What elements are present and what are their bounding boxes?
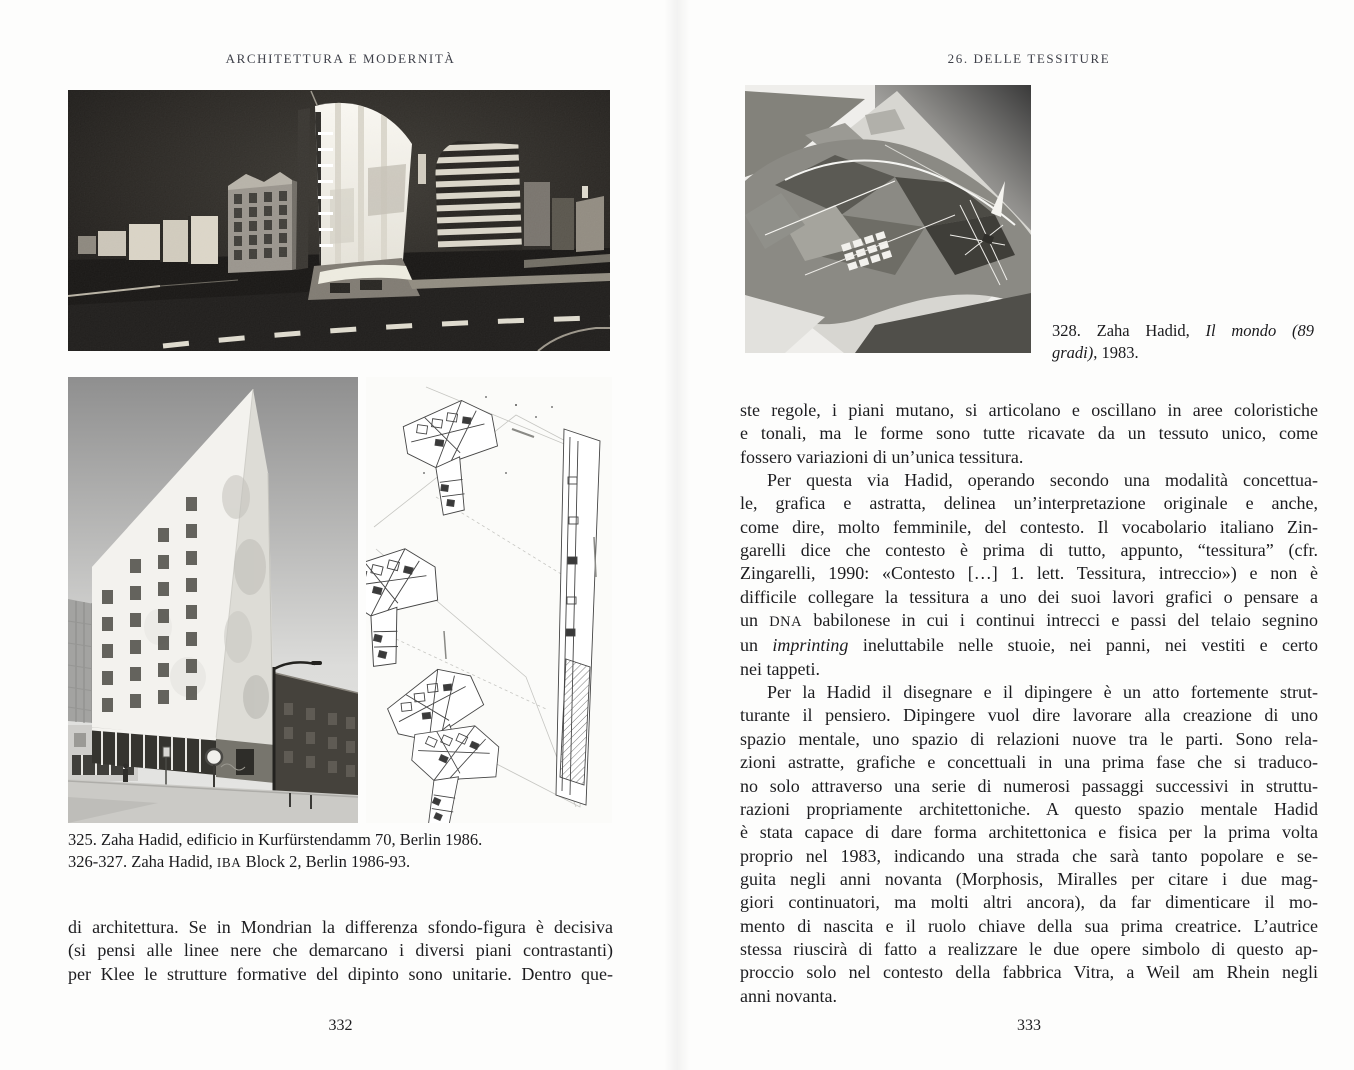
paragraph [1052,320,1314,363]
text-line: garelli dice che contesto è prima di tutto, appunto, “tessitura” (cfr. [740,540,1318,561]
figure-iba-block-photo-image [68,377,358,823]
text-line: stessa riuscirà di fatto a realizzare le due opere simbolo di questo ap- [740,938,1318,959]
text-line: (si pensi alle linee nere che demarcano i diversi piani contrastanti) [68,940,613,961]
page-gutter [664,0,690,1070]
text-line: zioni astratte, grafiche e concettuali in una prima fase che si traduco- [740,752,1318,773]
text-line: un DNA babilonese in cui i continui intrecci e passi del telaio segnino [740,610,1318,631]
figure-iba-block-plan-drawing-image [366,377,612,823]
text-line: come dire, molto femminile, del contesto. Il vocabolario italiano Zin- [740,516,1318,537]
text-line: proccio solo nel contesto della fabbrica Vitra, a Weil am Rhein negli [740,962,1318,983]
text-line: fossero variazioni di un’unica tessitura. [740,446,1024,467]
text-line: Zingarelli, 1990: «Contesto […] 1. lett. Tessitura, intreccio») e non è [740,563,1318,584]
text-line: gradi), 1983. [1052,342,1139,362]
text-line: 328. Zaha Hadid, Il mondo (89 [1052,321,1314,340]
paragraph [740,399,1318,469]
text-line: difficile collegare la tessitura a uno dei suoi lavori grafici o pensare a [740,586,1318,607]
text-line: giori continuatori, ma molti altri ancora), da far dimenticare il mo- [740,892,1318,913]
text-line: è stata capace di dare forma architettonica e fisica per la prima volta [740,822,1318,843]
paragraph [68,916,613,986]
running-header-right: 26. DELLE TESSITURE [947,51,1111,66]
text-line: di architettura. Se in Mondrian la differenza sfondo-figura è decisiva [68,917,613,937]
text-line: Per questa via Hadid, operando secondo una modalità concettua- [767,470,1318,491]
paragraph [740,681,1318,1008]
text-line: spazio mentale, uno spazio di relazioni nuove tra le parti. Sono rela- [740,728,1318,749]
text-line: le, grafica e astratta, delinea un’interpretazione originale e anche, [740,493,1318,514]
text-line: turante il pensiero. Dipingere vuol dire lavorare alla creazione di uno [740,705,1318,726]
paragraph [740,469,1318,681]
figure-caption: 326-327. Zaha Hadid, IBA Block 2, Berlin 1986-93. [68,851,411,871]
text-line: ste regole, i piani mutano, si articolano e oscillano in aree coloristiche [740,400,1318,420]
body-text-left [68,916,613,986]
text-line: anni novanta. [740,985,837,1006]
page-number-left: 332 [328,1017,353,1034]
text-line: guita negli anni novanta (Morphosis, Miralles per citare i due mag- [740,868,1318,889]
figure-captions-left [68,829,628,873]
body-text-right [740,399,1318,1008]
text-line: un imprinting ineluttabile nelle stuoie, nei panni, nei vestiti e certo [740,635,1319,656]
text-line: proprio nel 1983, indicando una strada che sarà tanto popolare e se- [740,845,1318,866]
figure-caption-right [1052,320,1314,363]
text-line: no solo attraverso una serie di numerosi passaggi successivi in struttu- [740,775,1318,796]
text-line: mento di nascita e il ruolo chiave della sua prima creatrice. L’autrice [740,915,1318,936]
text-line: razioni propriamente architettoniche. A questo spazio mentale Hadid [740,798,1318,819]
text-line: per Klee le strutture formative del dipinto sono unitarie. Dentro que- [68,963,613,984]
running-header-left: ARCHITETTURA E MODERNITÀ [225,51,456,66]
text-line: Per la Hadid il disegnare e il dipingere è un atto fortemente strut- [767,682,1318,703]
page-number-right: 333 [1017,1017,1041,1034]
figure-caption: 325. Zaha Hadid, edificio in Kurfürstendamm 70, Berlin 1986. [68,830,483,849]
text-line: e tonali, ma le forme sono tutte ricavate da un tessuto unico, come [740,423,1318,444]
figure-il-mondo-painting-image [745,85,1031,353]
figure-kurfurstendamm-photomontage-image [68,90,610,351]
text-line: nei tappeti. [740,658,820,679]
